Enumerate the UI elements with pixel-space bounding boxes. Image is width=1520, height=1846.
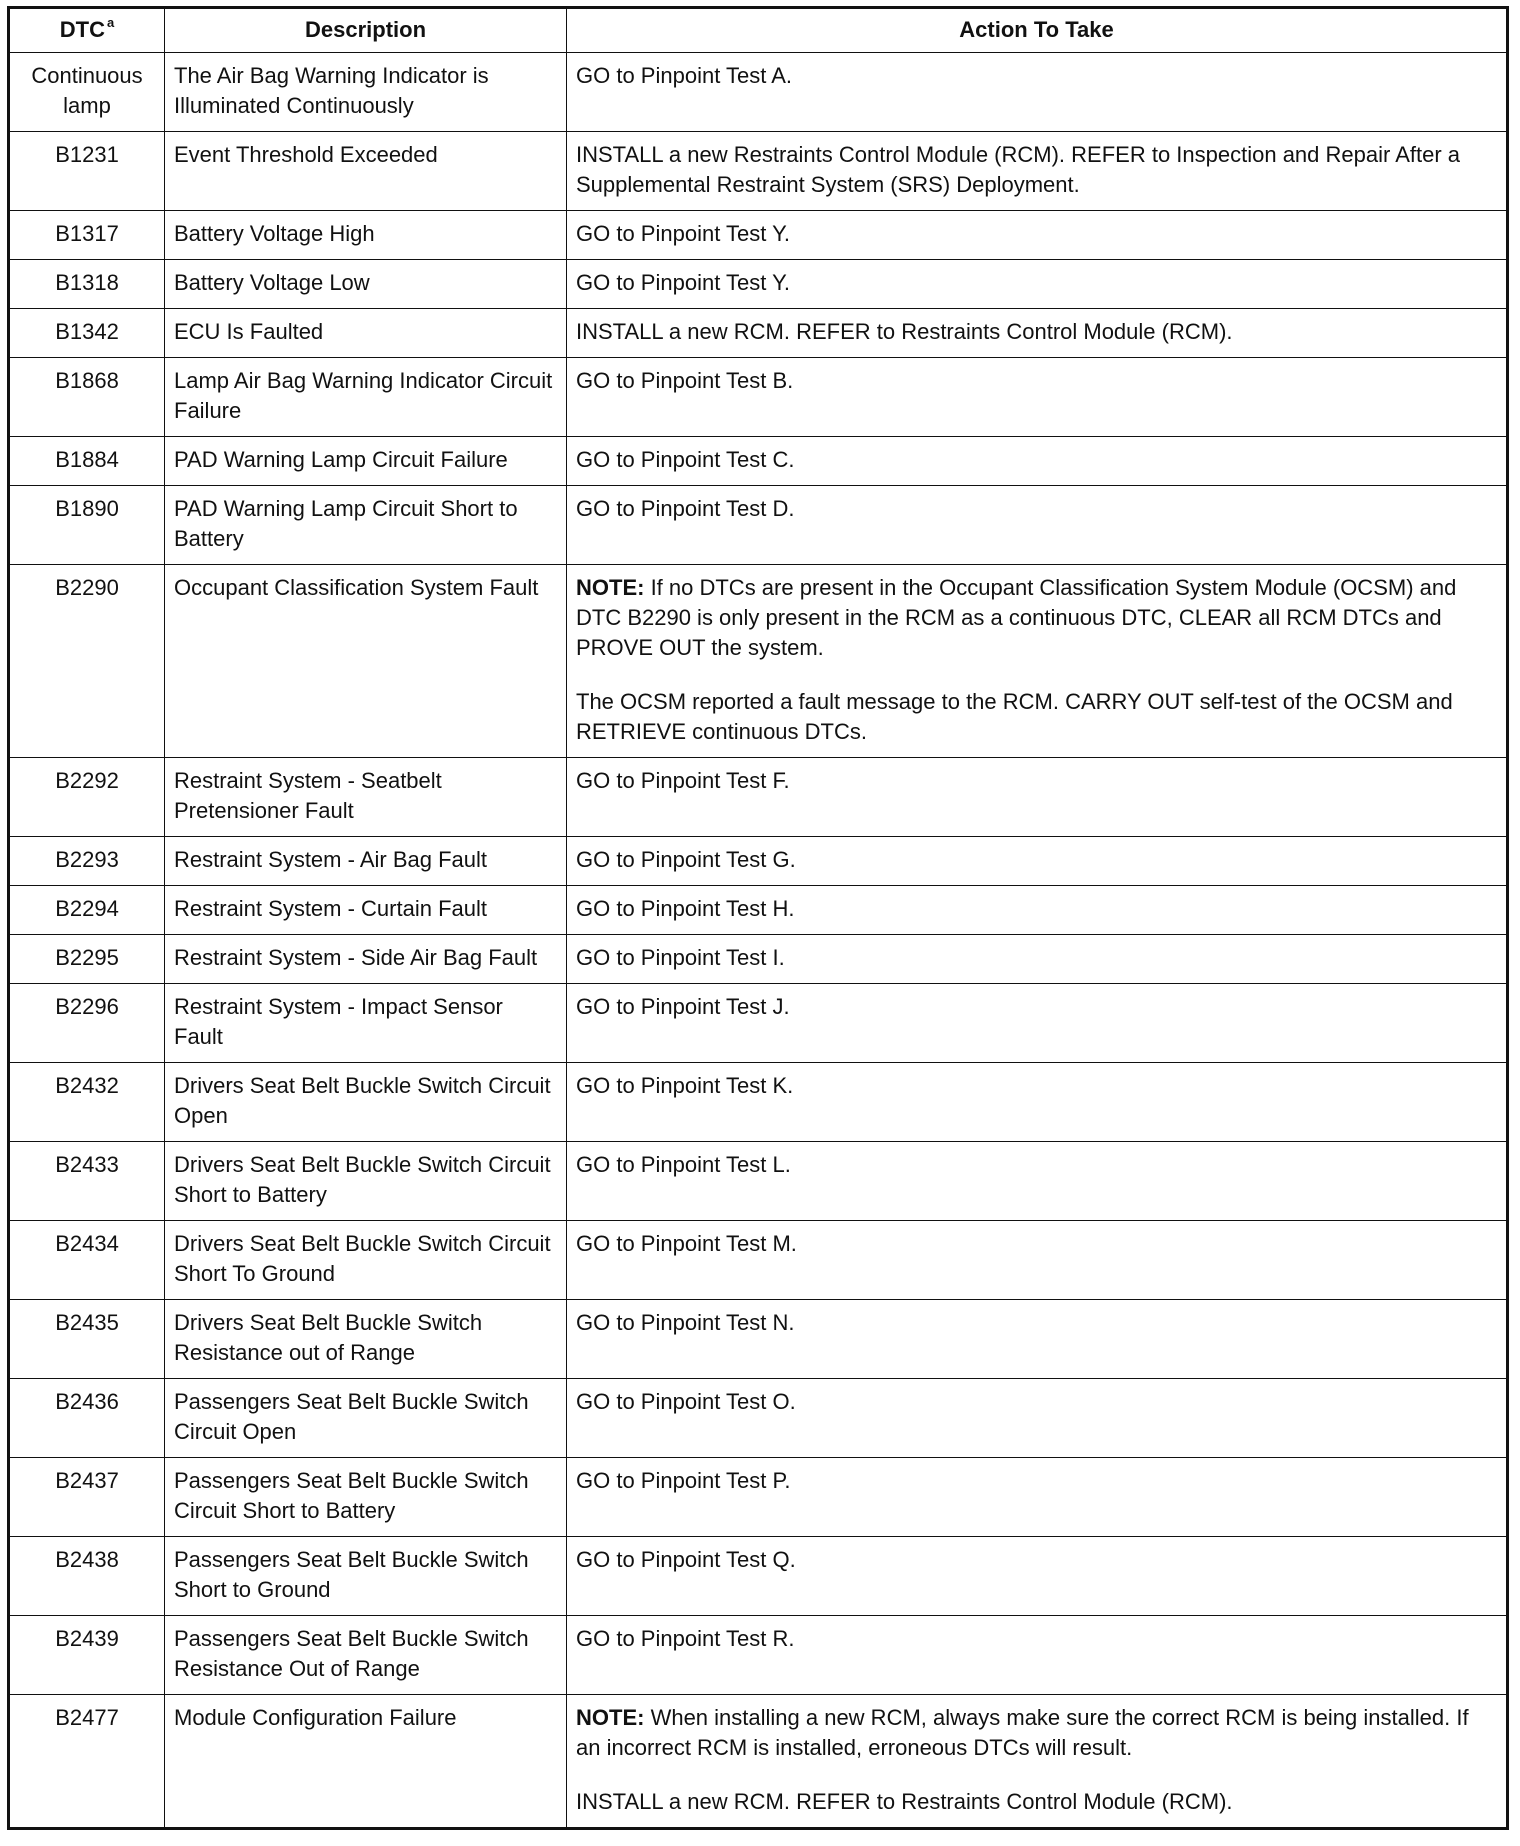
table-row <box>9 1142 1508 1221</box>
dtc-code: B2439 <box>9 1616 165 1695</box>
table-row <box>9 1379 1508 1458</box>
dtc-description: ECU Is Faulted <box>165 309 567 358</box>
dtc-code: B2434 <box>9 1221 165 1300</box>
table-row <box>9 211 1508 260</box>
dtc-code: B2435 <box>9 1300 165 1379</box>
action-text: GO to Pinpoint Test H. <box>576 896 795 921</box>
dtc-code: B2432 <box>9 1063 165 1142</box>
dtc-description: PAD Warning Lamp Circuit Short to Battery <box>165 486 567 565</box>
dtc-description: Restraint System - Curtain Fault <box>165 886 567 935</box>
header-description: Description <box>165 8 567 53</box>
action-text: GO to Pinpoint Test D. <box>576 496 795 521</box>
dtc-action <box>567 211 1508 260</box>
action-text: GO to Pinpoint Test A. <box>576 63 793 88</box>
action-text: GO to Pinpoint Test F. <box>576 768 790 793</box>
dtc-code: B1318 <box>9 260 165 309</box>
table-row <box>9 935 1508 984</box>
dtc-description: Drivers Seat Belt Buckle Switch Resistance out of Range <box>165 1300 567 1379</box>
note <box>576 573 1497 663</box>
note-text: When installing a new RCM, always make sure the correct RCM is being installed. If an incorrect RCM is installed, erroneous DTCs will result. <box>576 1705 1469 1760</box>
dtc-description: The Air Bag Warning Indicator is Illuminated Continuously <box>165 53 567 132</box>
dtc-code: B2296 <box>9 984 165 1063</box>
action-text: The OCSM reported a fault message to the RCM. CARRY OUT self-test of the OCSM and RETRIEVE continuous DTCs. <box>576 689 1453 744</box>
dtc-action <box>567 1537 1508 1616</box>
table-row <box>9 758 1508 837</box>
table-row <box>9 1221 1508 1300</box>
dtc-description: Occupant Classification System Fault <box>165 565 567 758</box>
action-text: GO to Pinpoint Test M. <box>576 1231 797 1256</box>
dtc-description: Drivers Seat Belt Buckle Switch Circuit Open <box>165 1063 567 1142</box>
table-row <box>9 1695 1508 1829</box>
dtc-action <box>567 758 1508 837</box>
dtc-description: Passengers Seat Belt Buckle Switch Short to Ground <box>165 1537 567 1616</box>
table-row <box>9 1458 1508 1537</box>
dtc-description: Restraint System - Side Air Bag Fault <box>165 935 567 984</box>
table-row <box>9 486 1508 565</box>
dtc-action <box>567 132 1508 211</box>
action-text: GO to Pinpoint Test K. <box>576 1073 794 1098</box>
dtc-action <box>567 837 1508 886</box>
dtc-code: B1342 <box>9 309 165 358</box>
action-text: GO to Pinpoint Test J. <box>576 994 790 1019</box>
dtc-code: B1890 <box>9 486 165 565</box>
dtc-action <box>567 565 1508 758</box>
table-row <box>9 1616 1508 1695</box>
action-text: GO to Pinpoint Test N. <box>576 1310 795 1335</box>
dtc-action <box>567 1063 1508 1142</box>
dtc-code: B2290 <box>9 565 165 758</box>
header-row <box>9 8 1508 53</box>
action-text: GO to Pinpoint Test L. <box>576 1152 791 1177</box>
action-text: GO to Pinpoint Test G. <box>576 847 796 872</box>
table-row <box>9 837 1508 886</box>
dtc-code: B2295 <box>9 935 165 984</box>
dtc-code: B2477 <box>9 1695 165 1829</box>
dtc-action <box>567 309 1508 358</box>
footnote-marker: a <box>106 15 115 30</box>
table-row <box>9 1063 1508 1142</box>
table-row <box>9 984 1508 1063</box>
action-text: GO to Pinpoint Test Y. <box>576 270 791 295</box>
action-text: GO to Pinpoint Test I. <box>576 945 785 970</box>
dtc-action <box>567 1221 1508 1300</box>
dtc-action <box>567 935 1508 984</box>
table-row <box>9 358 1508 437</box>
dtc-action <box>567 1142 1508 1221</box>
table-row <box>9 132 1508 211</box>
header-dtc <box>9 8 165 53</box>
header-dtc-label: DTC <box>59 17 105 42</box>
dtc-action <box>567 486 1508 565</box>
dtc-action <box>567 53 1508 132</box>
dtc-description: Drivers Seat Belt Buckle Switch Circuit Short to Battery <box>165 1142 567 1221</box>
dtc-code: B2292 <box>9 758 165 837</box>
dtc-code: B2433 <box>9 1142 165 1221</box>
action-text: GO to Pinpoint Test Y. <box>576 221 791 246</box>
dtc-description: Restraint System - Seatbelt Pretensioner Fault <box>165 758 567 837</box>
action-text: GO to Pinpoint Test Q. <box>576 1547 796 1572</box>
dtc-code: B1884 <box>9 437 165 486</box>
dtc-action <box>567 437 1508 486</box>
dtc-action <box>567 886 1508 935</box>
action-text: INSTALL a new RCM. REFER to Restraints Control Module (RCM). <box>576 1789 1233 1814</box>
dtc-code: B2437 <box>9 1458 165 1537</box>
table-row <box>9 1537 1508 1616</box>
table-row <box>9 886 1508 935</box>
dtc-action <box>567 358 1508 437</box>
table-row <box>9 565 1508 758</box>
dtc-code: B2293 <box>9 837 165 886</box>
dtc-action <box>567 1379 1508 1458</box>
dtc-description: Passengers Seat Belt Buckle Switch Circuit Open <box>165 1379 567 1458</box>
dtc-table <box>7 6 1509 1830</box>
action-text: GO to Pinpoint Test B. <box>576 368 794 393</box>
dtc-action <box>567 1458 1508 1537</box>
note-text: If no DTCs are present in the Occupant Classification System Module (OCSM) and DTC B2290 is only present in the RCM as a continuous DTC, CLEAR all RCM DTCs and PROVE OUT the system. <box>576 575 1457 660</box>
action-text: GO to Pinpoint Test O. <box>576 1389 796 1414</box>
dtc-description: Battery Voltage High <box>165 211 567 260</box>
action-text: INSTALL a new RCM. REFER to Restraints Control Module (RCM). <box>576 319 1233 344</box>
action-text: GO to Pinpoint Test C. <box>576 447 795 472</box>
dtc-description: Battery Voltage Low <box>165 260 567 309</box>
dtc-description: Drivers Seat Belt Buckle Switch Circuit Short To Ground <box>165 1221 567 1300</box>
header-action: Action To Take <box>567 8 1508 53</box>
dtc-description: Event Threshold Exceeded <box>165 132 567 211</box>
dtc-description: Module Configuration Failure <box>165 1695 567 1829</box>
action-text: GO to Pinpoint Test P. <box>576 1468 791 1493</box>
table-row <box>9 53 1508 132</box>
dtc-action <box>567 260 1508 309</box>
note-label: NOTE: <box>576 575 645 600</box>
dtc-description: PAD Warning Lamp Circuit Failure <box>165 437 567 486</box>
dtc-action <box>567 1300 1508 1379</box>
note <box>576 1703 1497 1763</box>
note-label: NOTE: <box>576 1705 645 1730</box>
dtc-description: Restraint System - Impact Sensor Fault <box>165 984 567 1063</box>
dtc-action <box>567 984 1508 1063</box>
dtc-code: Continuous lamp <box>9 53 165 132</box>
dtc-action <box>567 1695 1508 1829</box>
action-text: INSTALL a new Restraints Control Module (RCM). REFER to Inspection and Repair After a Supplemental Restraint System (SRS) Deployment. <box>576 142 1461 197</box>
dtc-action <box>567 1616 1508 1695</box>
dtc-description: Passengers Seat Belt Buckle Switch Resistance Out of Range <box>165 1616 567 1695</box>
dtc-code: B1868 <box>9 358 165 437</box>
table-row <box>9 437 1508 486</box>
dtc-description: Lamp Air Bag Warning Indicator Circuit Failure <box>165 358 567 437</box>
dtc-code: B2438 <box>9 1537 165 1616</box>
dtc-code: B1231 <box>9 132 165 211</box>
dtc-code: B1317 <box>9 211 165 260</box>
dtc-description: Passengers Seat Belt Buckle Switch Circuit Short to Battery <box>165 1458 567 1537</box>
table-row <box>9 260 1508 309</box>
table-row <box>9 1300 1508 1379</box>
action-text: GO to Pinpoint Test R. <box>576 1626 795 1651</box>
dtc-code: B2436 <box>9 1379 165 1458</box>
dtc-code: B2294 <box>9 886 165 935</box>
table-row <box>9 309 1508 358</box>
dtc-description: Restraint System - Air Bag Fault <box>165 837 567 886</box>
